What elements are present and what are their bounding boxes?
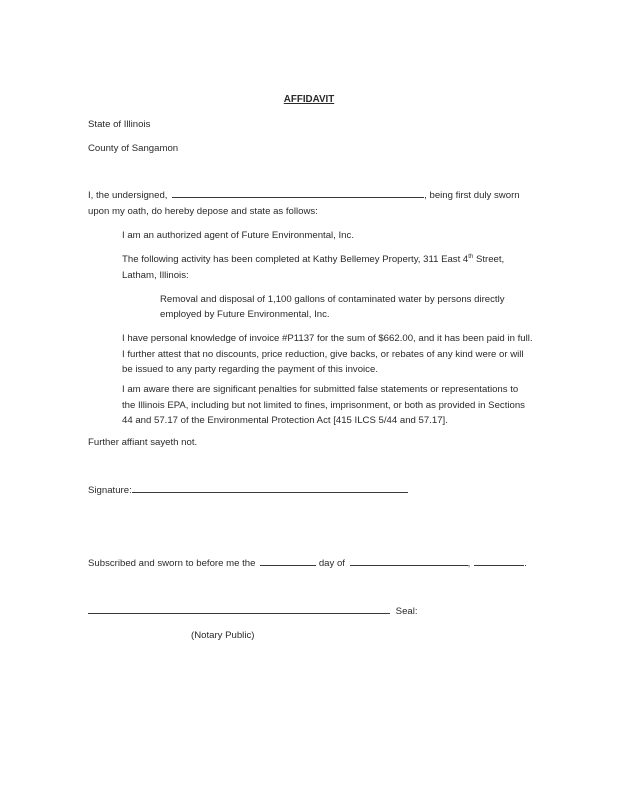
seal-label: Seal: <box>395 606 418 617</box>
intro-suffix: , being first duly sworn <box>424 190 520 201</box>
day-of-label: day of <box>318 558 345 569</box>
signature-blank[interactable] <box>132 483 408 493</box>
closing-statement: Further affiant sayeth not. <box>88 437 198 448</box>
year-blank[interactable] <box>474 556 524 566</box>
signature-row <box>88 483 408 498</box>
work-description-line-2: employed by Future Environmental, Inc. <box>160 309 330 320</box>
signature-label: Signature: <box>88 485 132 496</box>
statement-activity-line-2: Latham, Illinois: <box>122 270 189 281</box>
statement-activity-line-1 <box>122 252 504 267</box>
work-description-line-1: Removal and disposal of 1,100 gallons of contaminated water by persons directly <box>160 294 505 305</box>
subscribed-row <box>88 556 527 571</box>
penalty-line-3: 44 and 57.17 of the Environmental Protection Act [415 ILCS 5/44 and 57.17]. <box>122 415 448 426</box>
day-blank[interactable] <box>260 556 316 566</box>
notary-public-label: (Notary Public) <box>191 630 255 641</box>
invoice-line-1: I have personal knowledge of invoice #P1137 for the sum of $662.00, and it has been paid in full. <box>122 333 533 344</box>
invoice-line-3: be issued to any party regarding the payment of this invoice. <box>122 364 378 375</box>
subscribed-comma: , <box>467 558 471 569</box>
activity-text-a: The following activity has been completed at Kathy Bellemey Property, 311 East 4 <box>122 254 469 265</box>
page-title: AFFIDAVIT <box>283 94 335 105</box>
subscribed-prefix: Subscribed and sworn to before me the <box>88 558 256 569</box>
invoice-line-2: I further attest that no discounts, price reduction, give backs, or rebates of any kind were or will <box>122 349 524 360</box>
activity-superscript: th <box>468 253 474 260</box>
subscribed-period: . <box>524 558 527 569</box>
affiant-name-blank[interactable] <box>172 188 424 198</box>
intro-prefix: I, the undersigned, <box>88 190 168 201</box>
state-line: State of Illinois <box>88 119 151 130</box>
intro-line-1 <box>88 188 520 203</box>
notary-signature-blank[interactable] <box>88 604 390 614</box>
month-blank[interactable] <box>350 556 468 566</box>
penalty-line-1: I am aware there are significant penalties for submitted false statements or representations to <box>122 384 519 395</box>
statement-agent: I am an authorized agent of Future Environmental, Inc. <box>122 230 354 241</box>
notary-row <box>88 604 418 619</box>
activity-text-b: Street, <box>473 254 505 265</box>
intro-line-2: upon my oath, do hereby depose and state as follows: <box>88 206 318 217</box>
county-line: County of Sangamon <box>88 143 179 154</box>
penalty-line-2: the Illinois EPA, including but not limited to fines, imprisonment, or both as provided in Sections <box>122 400 525 411</box>
